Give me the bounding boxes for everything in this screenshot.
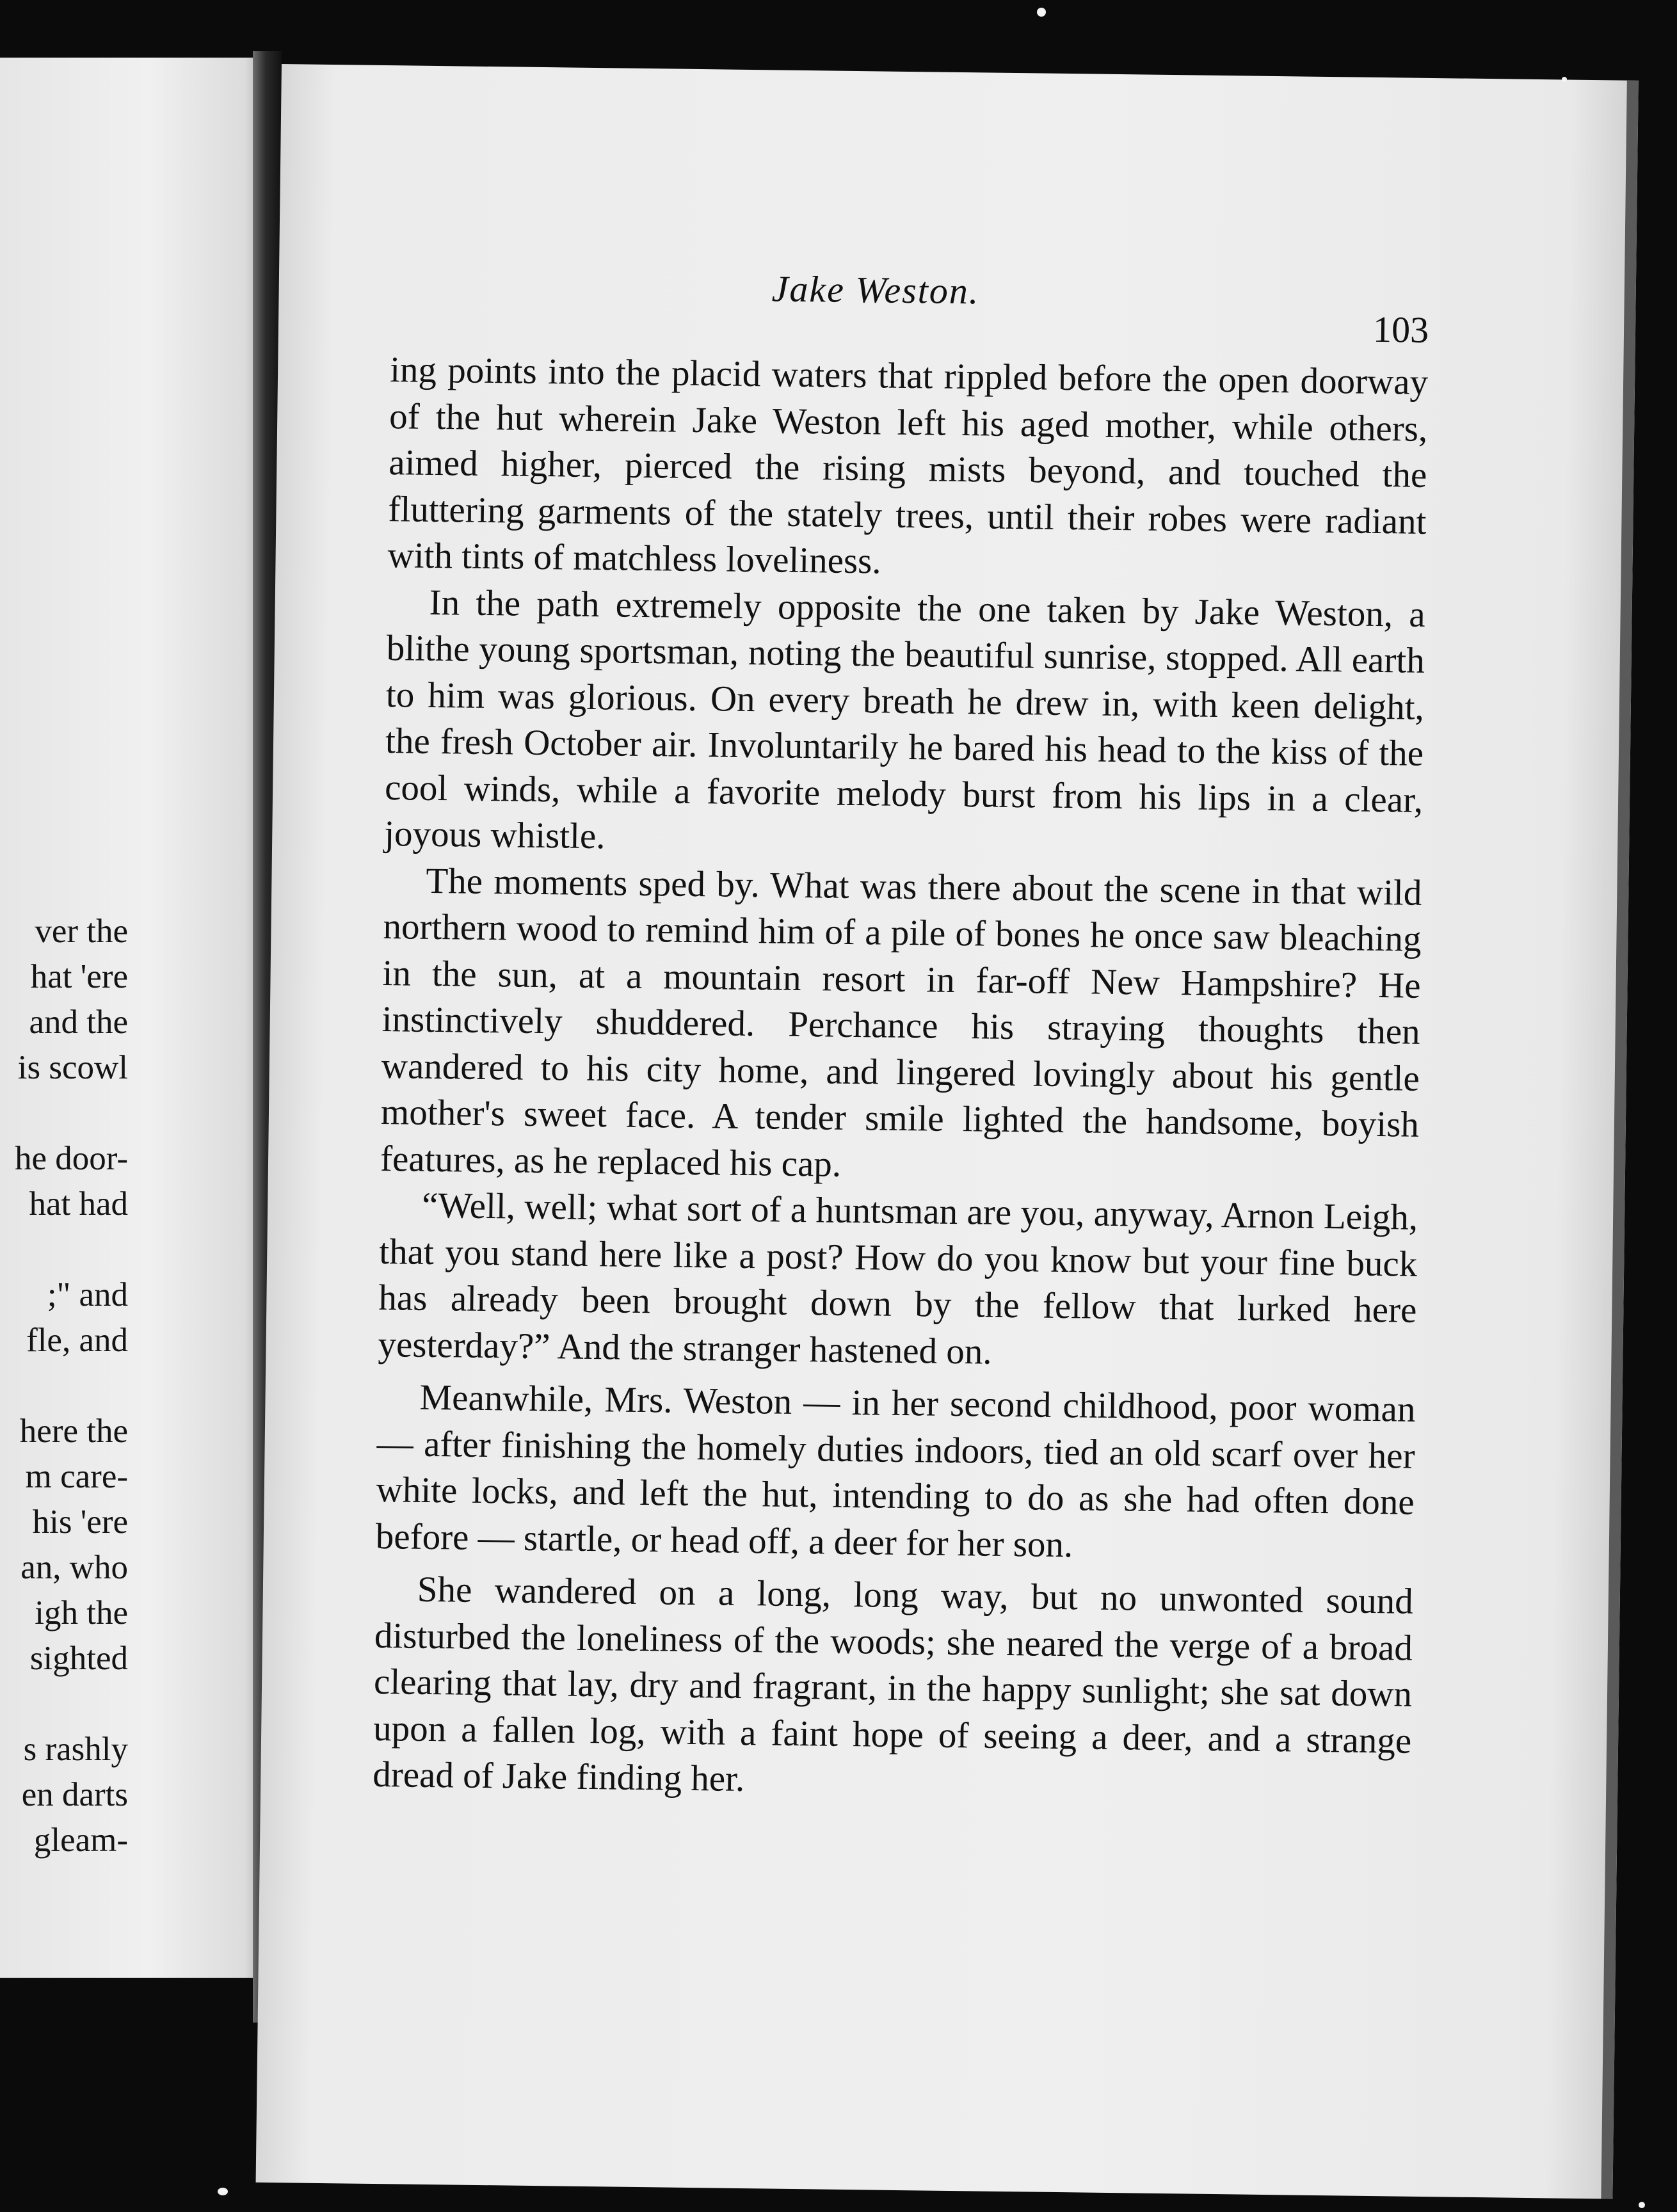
left-page-fragment: m care- — [25, 1458, 128, 1495]
right-page — [256, 64, 1639, 2199]
page-edge — [1601, 81, 1638, 2199]
left-page-fragment: an, who — [20, 1549, 128, 1586]
page-number: 103 — [1372, 308, 1429, 351]
paragraph: Meanwhile, Mrs. Weston — in her second childhood, poor woman — after finishing the homely duties indoors, tied an old scarf over her white locks, and left the hut, intending to do as she had often done before — startle, or head off, a deer for her son. — [375, 1377, 1416, 1565]
left-page-fragment: sighted — [29, 1640, 128, 1677]
left-page-fragment: hat had — [29, 1185, 128, 1222]
paragraph: ing points into the placid waters that rippled before the open doorway of the hut wherein Jake Weston left his aged mother, while others, aimed higher, pierced the rising mists beyond, and touched the fluttering garments of the stately trees, until their robes were radiant with tints of matchless loveliness. — [387, 349, 1429, 582]
paragraph: “Well, well; what sort of a huntsman are you, anyway, Arnon Leigh, that you stand here like a post? How do you know but your fine buck has already been brought down by the fellow that lurked here yesterday?” And the stranger hastened on. — [378, 1185, 1418, 1372]
left-page-fragment: fle, and — [26, 1322, 128, 1359]
left-page — [0, 58, 272, 1978]
left-page-fragment: here the — [19, 1413, 128, 1450]
left-page-fragment: his 'ere — [32, 1503, 128, 1541]
left-page-fragment: ;" and — [47, 1276, 128, 1313]
dust-speck — [1639, 2202, 1645, 2208]
body-text — [373, 347, 1429, 1811]
paragraph: In the path extremely opposite the one taken by Jake Weston, a blithe young sportsman, noting the beautiful sunrise, stopped. All earth to him was glorious. On every breath he drew in, with keen delight, the fresh October air. Involuntarily he bared his head to the kiss of the cool winds, while a favorite melody burst from his lips in a clear, joyous whistle. — [383, 582, 1426, 857]
running-head: Jake Weston. — [771, 268, 980, 312]
paragraph: She wandered on a long, long way, but no unwonted sound disturbed the loneliness of the woods; she neared the verge of a broad clearing that lay, dry and fragrant, in the happy sunlight; she sat down upon a fallen log, with a faint hope of seeing a deer, and a strange dread of Jake finding her. — [372, 1569, 1414, 1800]
dust-speck — [1562, 77, 1567, 82]
dust-speck — [218, 2188, 228, 2195]
left-page-fragment: he door- — [14, 1140, 128, 1177]
left-page-fragment: hat 'ere — [30, 958, 128, 995]
left-page-fragment: s rashly — [23, 1731, 128, 1768]
left-page-fragment: is scowl — [17, 1049, 128, 1086]
left-page-fragment: gleam- — [33, 1822, 128, 1859]
left-page-fragment: ver the — [35, 913, 128, 950]
left-page-fragment: igh the — [35, 1594, 128, 1631]
dust-speck — [1037, 8, 1046, 17]
paragraph: The moments sped by. What was there about the scene in that wild northern wood to remind him of a pile of bones he once saw bleaching in the sun, at a mountain resort in far-off New Hampshire? He instinctively shuddered. Perchance his straying thoughts then wandered to his city home, and lingered lovingly about his gentle mother's sweet face. A tender smile lighted the handsome, boyish features, as he replaced his cap. — [380, 860, 1422, 1185]
left-page-fragment: and the — [29, 1004, 128, 1041]
left-page-fragment: en darts — [21, 1776, 128, 1813]
